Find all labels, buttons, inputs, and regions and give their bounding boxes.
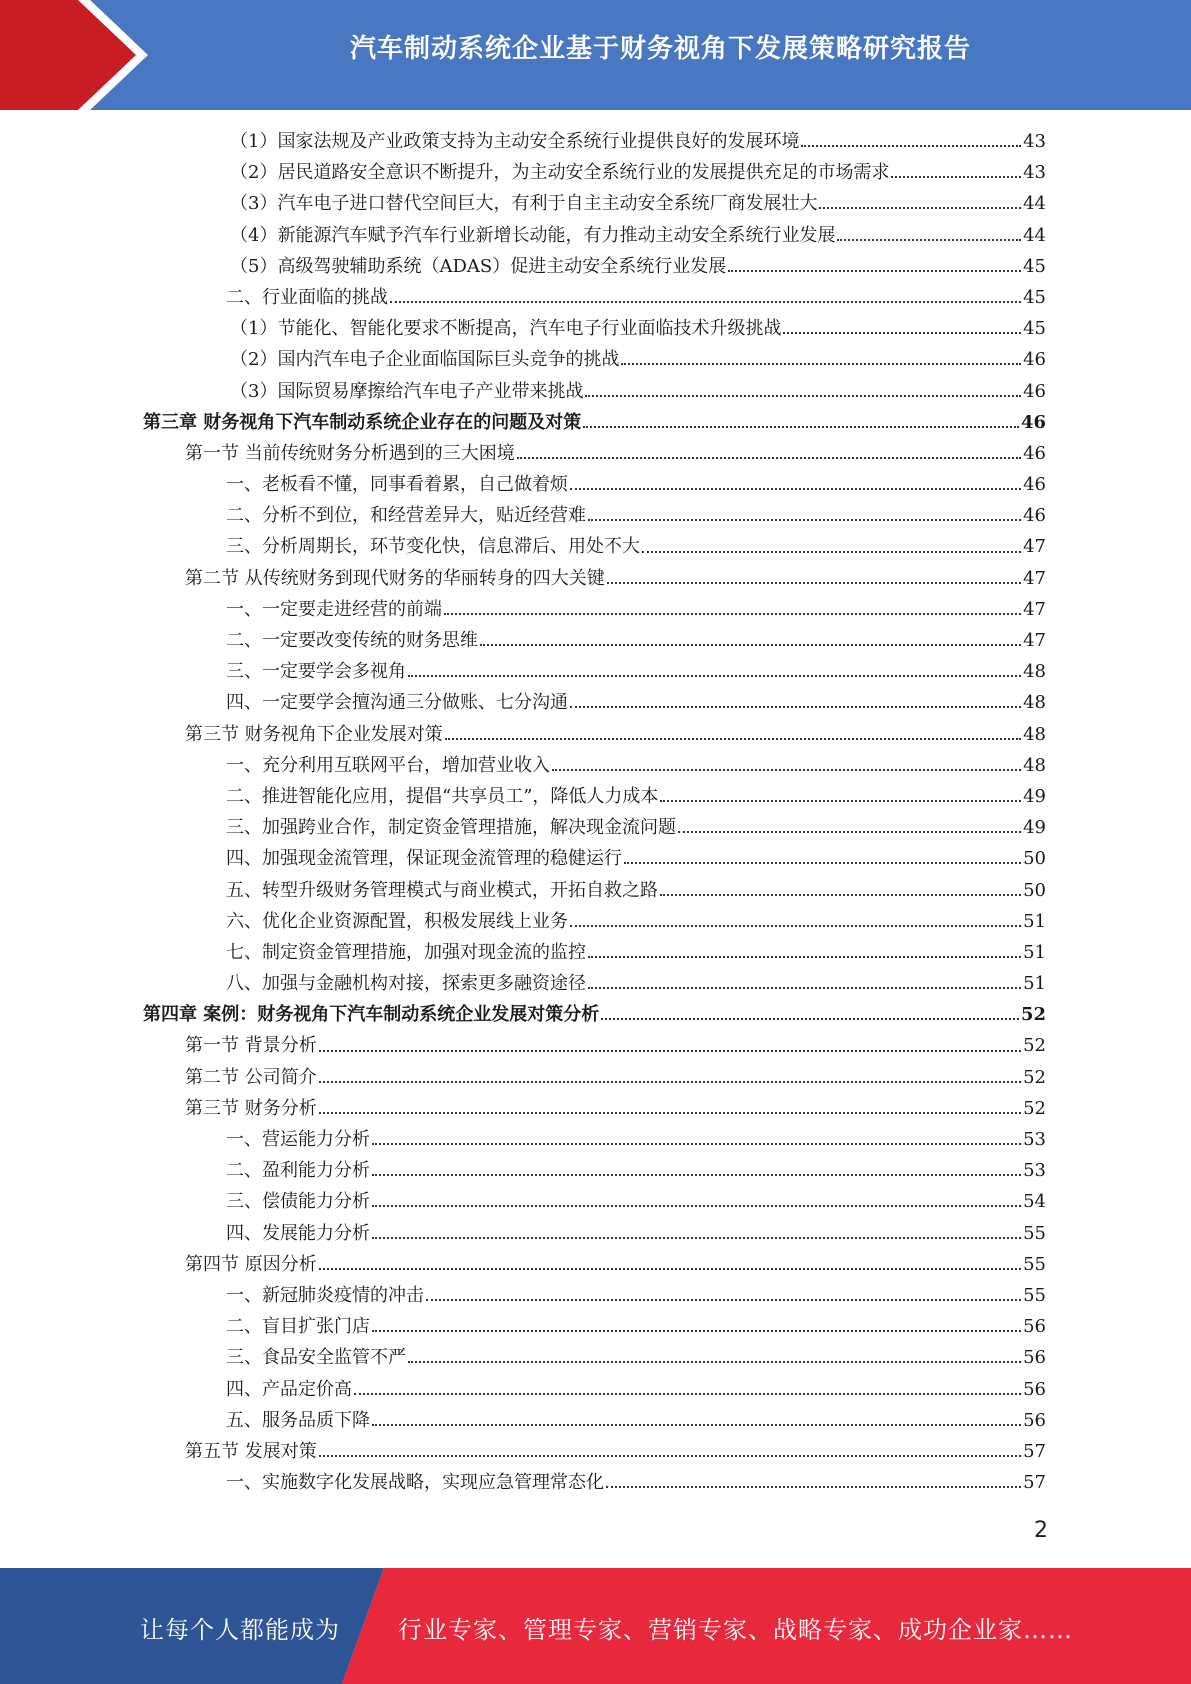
toc-entry-title: 八、加强与金融机构对接，探索更多融资途径 bbox=[226, 973, 586, 995]
toc-entry-title: 一、营运能力分析 bbox=[226, 1129, 370, 1150]
toc-entry-page: 46 bbox=[1020, 411, 1046, 433]
toc-dot-leader bbox=[570, 706, 1021, 708]
toc-entry-page: 51 bbox=[1023, 910, 1046, 932]
toc-dot-leader bbox=[601, 1018, 1019, 1020]
toc-entry-page: 45 bbox=[1023, 286, 1046, 308]
toc-dot-leader bbox=[372, 1143, 1021, 1145]
toc-subsection-entry[interactable] bbox=[0, 1342, 1191, 1373]
toc-dot-leader bbox=[621, 363, 1021, 365]
page-number: 2 bbox=[1034, 1518, 1048, 1543]
toc-section-entry[interactable] bbox=[0, 563, 1191, 594]
toc-entry-page: 52 bbox=[1020, 1004, 1046, 1026]
toc-subsection-entry[interactable] bbox=[0, 126, 1191, 157]
toc-entry-title: 二、推进智能化应用，提倡“共享员工”，降低人力成本 bbox=[226, 785, 659, 807]
toc-dot-leader bbox=[570, 488, 1021, 490]
toc-subsection-entry[interactable] bbox=[0, 687, 1191, 718]
toc-dot-leader bbox=[819, 207, 1021, 209]
toc-entry-page: 55 bbox=[1023, 1284, 1046, 1306]
toc-subsection-entry[interactable] bbox=[0, 656, 1191, 687]
toc-subsection-entry[interactable] bbox=[0, 750, 1191, 781]
toc-dot-leader bbox=[372, 1205, 1021, 1207]
toc-entry-title: 四、发展能力分析 bbox=[226, 1222, 370, 1244]
toc-subsection-entry[interactable] bbox=[0, 594, 1191, 625]
toc-entry-title: （1）国家法规及产业政策支持为主动安全系统行业提供良好的发展环境 bbox=[230, 131, 800, 152]
document-title: 汽车制动系统企业基于财务视角下发展策略研究报告 bbox=[349, 34, 971, 64]
toc-subsection-entry[interactable] bbox=[0, 812, 1191, 843]
toc-dot-leader bbox=[891, 176, 1021, 178]
toc-entry-page: 44 bbox=[1023, 193, 1046, 215]
page-header bbox=[0, 0, 1191, 110]
toc-dot-leader bbox=[426, 1299, 1021, 1301]
toc-dot-leader bbox=[801, 145, 1021, 147]
toc-entry-title: 一、一定要走进经营的前端 bbox=[226, 598, 442, 620]
toc-dot-leader bbox=[408, 675, 1021, 677]
toc-entry-page: 51 bbox=[1023, 941, 1046, 963]
toc-subsection-entry[interactable] bbox=[0, 1467, 1191, 1498]
toc-dot-leader bbox=[606, 1486, 1021, 1488]
toc-entry-page: 55 bbox=[1023, 1222, 1046, 1244]
toc-dot-leader bbox=[607, 582, 1021, 584]
toc-entry-page: 47 bbox=[1023, 630, 1046, 651]
toc-entry-page: 47 bbox=[1023, 598, 1046, 620]
page-footer bbox=[0, 1568, 1191, 1684]
toc-entry-page: 48 bbox=[1023, 723, 1046, 745]
toc-entry-title: （4）新能源汽车赋予汽车行业新增长动能，有力推动主动安全系统行业发展 bbox=[230, 224, 836, 246]
toc-entry-page: 55 bbox=[1023, 1253, 1046, 1275]
toc-dot-leader bbox=[372, 1330, 1021, 1332]
toc-entry-page: 56 bbox=[1023, 1316, 1046, 1338]
toc-entry-page: 57 bbox=[1023, 1472, 1046, 1494]
toc-subsection-entry[interactable] bbox=[0, 968, 1191, 999]
toc-dot-leader bbox=[642, 551, 1021, 553]
toc-dot-leader bbox=[588, 519, 1021, 521]
toc-dot-leader bbox=[585, 395, 1021, 397]
toc-subsection-entry[interactable] bbox=[0, 875, 1191, 906]
toc-entry-page: 45 bbox=[1023, 318, 1046, 340]
toc-subsection-entry[interactable] bbox=[0, 1280, 1191, 1311]
toc-entry-page: 53 bbox=[1023, 1160, 1046, 1182]
toc-dot-leader bbox=[728, 270, 1021, 272]
toc-dot-leader bbox=[570, 925, 1021, 927]
toc-dot-leader bbox=[660, 800, 1021, 802]
toc-subsection-entry[interactable] bbox=[0, 1311, 1191, 1342]
toc-entry-title: 第二节 从传统财务到现代财务的华丽转身的四大关键 bbox=[185, 567, 605, 589]
toc-entry-page: 46 bbox=[1023, 442, 1046, 464]
toc-dot-leader bbox=[583, 426, 1019, 428]
toc-subsection-entry[interactable] bbox=[0, 843, 1191, 874]
toc-entry-title: 四、产品定价高 bbox=[226, 1378, 352, 1400]
toc-entry-page: 46 bbox=[1023, 380, 1046, 402]
toc-dot-leader bbox=[660, 894, 1021, 896]
toc-entry-page: 46 bbox=[1023, 505, 1046, 527]
toc-entry-title: 第一节 当前传统财务分析遇到的三大困境 bbox=[185, 442, 515, 464]
toc-subsection-entry[interactable] bbox=[0, 906, 1191, 937]
toc-dot-leader bbox=[783, 332, 1021, 334]
toc-dot-leader bbox=[445, 738, 1021, 740]
toc-entry-page: 52 bbox=[1023, 1066, 1046, 1088]
toc-entry-page: 46 bbox=[1023, 349, 1046, 371]
toc-entry-page: 49 bbox=[1023, 817, 1046, 839]
toc-subsection-entry[interactable] bbox=[0, 1186, 1191, 1217]
toc-entry-title: 三、加强跨业合作，制定资金管理措施，解决现金流问题 bbox=[226, 817, 676, 839]
toc-entry-title: 三、食品安全监管不严 bbox=[226, 1347, 406, 1369]
toc-section-entry[interactable] bbox=[0, 1249, 1191, 1280]
toc-entry-page: 51 bbox=[1023, 973, 1046, 995]
toc-section-entry[interactable] bbox=[0, 1062, 1191, 1093]
toc-entry-title: 第三节 财务分析 bbox=[185, 1097, 317, 1119]
toc-entry-title: 第一节 背景分析 bbox=[185, 1035, 317, 1057]
toc-chapter-entry[interactable] bbox=[0, 999, 1191, 1030]
toc-entry-title: 第三节 财务视角下企业发展对策 bbox=[185, 723, 443, 745]
toc-entry-title: 二、分析不到位，和经营差异大，贴近经营难 bbox=[226, 505, 586, 527]
toc-entry-title: 第四章 案例：财务视角下汽车制动系统企业发展对策分析 bbox=[143, 1004, 600, 1026]
footer-slogan-left: 让每个人都能成为 bbox=[140, 1616, 340, 1644]
toc-entry-title: （3）汽车电子进口替代空间巨大，有利于自主主动安全系统厂商发展壮大 bbox=[230, 193, 818, 215]
toc-entry-page: 43 bbox=[1023, 131, 1046, 152]
toc-entry-page: 48 bbox=[1023, 754, 1046, 776]
toc-section-entry[interactable] bbox=[0, 1436, 1191, 1467]
toc-subsection-entry[interactable] bbox=[0, 220, 1191, 251]
toc-entry-page: 52 bbox=[1023, 1097, 1046, 1119]
toc-section-entry[interactable] bbox=[0, 1093, 1191, 1124]
toc-entry-page: 46 bbox=[1023, 474, 1046, 496]
toc-entry-page: 50 bbox=[1023, 879, 1046, 901]
toc-subsection-entry[interactable] bbox=[0, 781, 1191, 812]
toc-entry-title: 四、一定要学会擅沟通三分做账、七分沟通 bbox=[226, 692, 568, 714]
toc-entry-page: 56 bbox=[1023, 1409, 1046, 1431]
table-of-contents bbox=[0, 126, 1191, 1498]
toc-subsection-entry[interactable] bbox=[0, 188, 1191, 219]
toc-entry-page: 48 bbox=[1023, 692, 1046, 714]
toc-entry-title: 第五节 发展对策 bbox=[185, 1440, 317, 1462]
toc-entry-page: 47 bbox=[1023, 567, 1046, 589]
toc-dot-leader bbox=[372, 1424, 1021, 1426]
toc-dot-leader bbox=[517, 457, 1021, 459]
toc-subsection-entry[interactable] bbox=[0, 1374, 1191, 1405]
toc-subsection-entry[interactable] bbox=[0, 157, 1191, 188]
toc-dot-leader bbox=[678, 831, 1021, 833]
toc-entry-title: 六、优化企业资源配置，积极发展线上业务 bbox=[226, 910, 568, 932]
toc-dot-leader bbox=[319, 1081, 1021, 1083]
toc-entry-title: （2）国内汽车电子企业面临国际巨头竞争的挑战 bbox=[230, 349, 620, 371]
toc-subsection-entry[interactable] bbox=[0, 937, 1191, 968]
toc-subsection-entry[interactable] bbox=[0, 251, 1191, 282]
toc-entry-title: 一、充分利用互联网平台，增加营业收入 bbox=[226, 754, 550, 776]
toc-subsection-entry[interactable] bbox=[0, 500, 1191, 531]
toc-entry-title: 五、转型升级财务管理模式与商业模式，开拓自救之路 bbox=[226, 879, 658, 901]
toc-entry-title: 一、实施数字化发展战略，实现应急管理常态化 bbox=[226, 1472, 604, 1494]
toc-dot-leader bbox=[837, 239, 1021, 241]
toc-dot-leader bbox=[390, 301, 1021, 303]
toc-dot-leader bbox=[372, 1237, 1021, 1239]
toc-dot-leader bbox=[588, 956, 1021, 958]
toc-subsection-entry[interactable] bbox=[0, 1405, 1191, 1436]
toc-entry-page: 49 bbox=[1023, 785, 1046, 807]
toc-dot-leader bbox=[319, 1112, 1021, 1114]
toc-entry-title: （5）高级驾驶辅助系统（ADAS）促进主动安全系统行业发展 bbox=[230, 255, 727, 277]
toc-subsection-entry[interactable] bbox=[0, 313, 1191, 344]
toc-entry-page: 57 bbox=[1023, 1440, 1046, 1462]
toc-dot-leader bbox=[319, 1455, 1021, 1457]
toc-entry-title: 二、行业面临的挑战 bbox=[226, 286, 388, 308]
toc-entry-title: 三、分析周期长，环节变化快，信息滞后、用处不大 bbox=[226, 536, 640, 558]
toc-entry-page: 44 bbox=[1023, 224, 1046, 246]
toc-entry-page: 56 bbox=[1023, 1347, 1046, 1369]
toc-dot-leader bbox=[588, 987, 1021, 989]
toc-entry-title: 第三章 财务视角下汽车制动系统企业存在的问题及对策 bbox=[143, 411, 582, 433]
toc-entry-page: 43 bbox=[1023, 162, 1046, 184]
toc-entry-title: 一、新冠肺炎疫情的冲击 bbox=[226, 1284, 424, 1306]
toc-section-entry[interactable] bbox=[0, 438, 1191, 469]
toc-section-entry[interactable] bbox=[0, 1030, 1191, 1061]
toc-entry-title: 第二节 公司简介 bbox=[185, 1066, 317, 1088]
toc-entry-page: 50 bbox=[1023, 848, 1046, 870]
toc-entry-page: 47 bbox=[1023, 536, 1046, 558]
toc-subsection-entry[interactable] bbox=[0, 1218, 1191, 1249]
toc-entry-title: 三、偿债能力分析 bbox=[226, 1191, 370, 1213]
toc-dot-leader bbox=[444, 613, 1021, 615]
toc-entry-page: 52 bbox=[1023, 1035, 1046, 1057]
toc-dot-leader bbox=[354, 1393, 1021, 1395]
toc-entry-page: 56 bbox=[1023, 1378, 1046, 1400]
toc-entry-title: 五、服务品质下降 bbox=[226, 1409, 370, 1431]
toc-section-entry[interactable] bbox=[0, 719, 1191, 750]
toc-entry-title: 二、一定要改变传统的财务思维 bbox=[226, 630, 478, 651]
toc-entry-title: 三、一定要学会多视角 bbox=[226, 661, 406, 683]
toc-entry-title: 四、加强现金流管理，保证现金流管理的稳健运行 bbox=[226, 848, 622, 870]
toc-entry-page: 48 bbox=[1023, 661, 1046, 683]
toc-subsection-entry[interactable] bbox=[0, 344, 1191, 375]
toc-chapter-entry[interactable] bbox=[0, 407, 1191, 438]
toc-entry-title: 二、盈利能力分析 bbox=[226, 1160, 370, 1182]
toc-entry-page: 54 bbox=[1023, 1191, 1046, 1213]
toc-subsection-entry[interactable] bbox=[0, 1124, 1191, 1155]
toc-entry-title: （3）国际贸易摩擦给汽车电子产业带来挑战 bbox=[230, 380, 584, 402]
toc-entry-page: 53 bbox=[1023, 1129, 1046, 1150]
toc-dot-leader bbox=[408, 1361, 1021, 1363]
toc-subsection-entry[interactable] bbox=[0, 282, 1191, 313]
toc-dot-leader bbox=[480, 644, 1021, 646]
toc-entry-title: 第四节 原因分析 bbox=[185, 1253, 317, 1275]
toc-dot-leader bbox=[624, 862, 1021, 864]
toc-dot-leader bbox=[552, 769, 1021, 771]
toc-entry-title: （2）居民道路安全意识不断提升，为主动安全系统行业的发展提供充足的市场需求 bbox=[230, 162, 890, 184]
toc-subsection-entry[interactable] bbox=[0, 376, 1191, 407]
toc-subsection-entry[interactable] bbox=[0, 469, 1191, 500]
toc-subsection-entry[interactable] bbox=[0, 625, 1191, 656]
toc-entry-title: （1）节能化、智能化要求不断提高，汽车电子行业面临技术升级挑战 bbox=[230, 318, 782, 340]
toc-dot-leader bbox=[319, 1050, 1021, 1052]
toc-dot-leader bbox=[319, 1268, 1021, 1270]
toc-entry-title: 七、制定资金管理措施，加强对现金流的监控 bbox=[226, 941, 586, 963]
toc-entry-page: 45 bbox=[1023, 255, 1046, 277]
toc-dot-leader bbox=[372, 1174, 1021, 1176]
toc-subsection-entry[interactable] bbox=[0, 531, 1191, 562]
toc-subsection-entry[interactable] bbox=[0, 1155, 1191, 1186]
toc-entry-title: 二、盲目扩张门店 bbox=[226, 1316, 370, 1338]
footer-slogan-right: 行业专家、管理专家、营销专家、战略专家、成功企业家…… bbox=[398, 1616, 1073, 1644]
toc-entry-title: 一、老板看不懂，同事看着累，自己做着烦 bbox=[226, 474, 568, 496]
